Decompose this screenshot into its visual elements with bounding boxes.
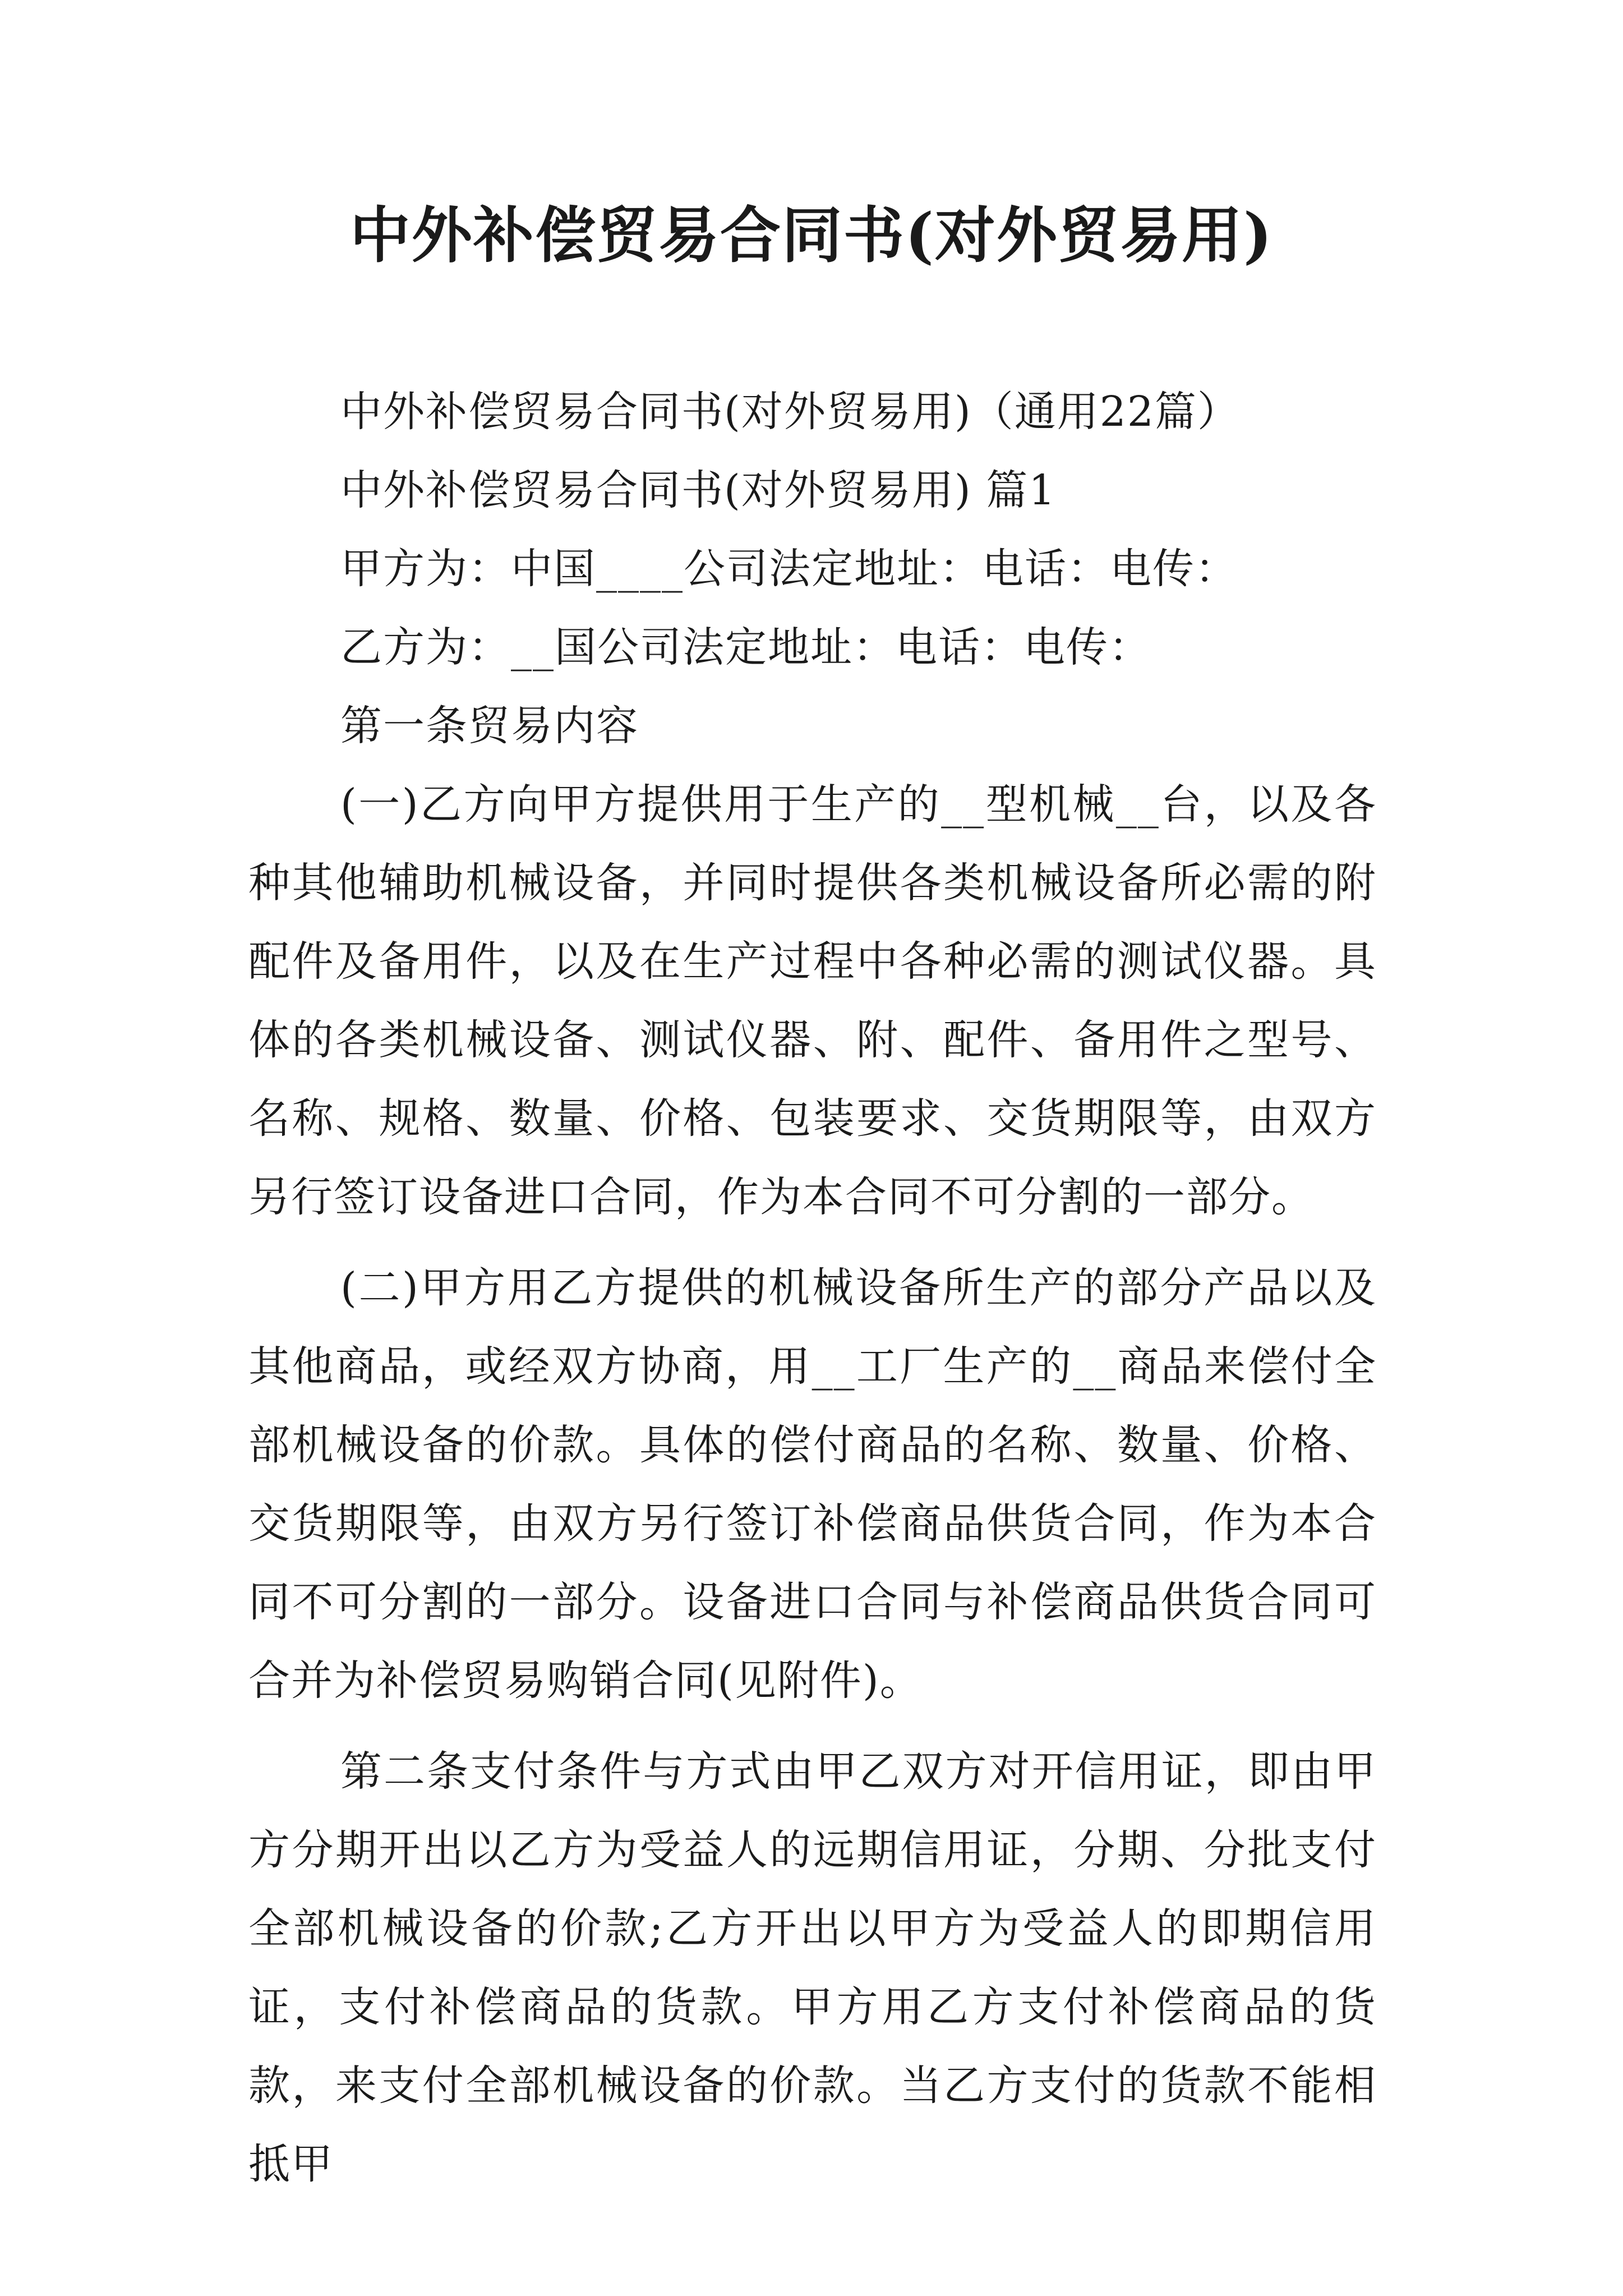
article-one-heading: 第一条贸易内容	[340, 702, 639, 750]
document-body	[248, 372, 1377, 2203]
party-a-line: 甲方为：中国____公司法定地址：电话：电传：	[340, 545, 1238, 593]
paragraph-article-two: 第二条支付条件与方式由甲乙双方对开信用证，即由甲方分期开出以乙方为受益人的远期信用证，分期、分批支付全部机械设备的价款;乙方开出以甲方为受益人的即期信用证，支付补偿商品的货款。甲方用乙方支付补偿商品的货款，来支付全部机械设备的价款。当乙方支付的货款不能相抵甲	[248, 1747, 1377, 2188]
paragraph-clause-1: (一)乙方向甲方提供用于生产的__型机械__台，以及各种其他辅助机械设备，并同时提供各类机械设备所必需的附配件及备用件，以及在生产过程中各种必需的测试仪器。具体的各类机械设备、测试仪器、附、配件、备用件之型号、名称、规格、数量、价格、包装要求、交货期限等，由双方另行签订设备进口合同，作为本合同不可分割的一部分。	[248, 780, 1377, 1221]
paragraph-gap	[248, 1236, 1377, 1249]
section-heading: 中外补偿贸易合同书(对外贸易用) 篇1	[340, 466, 1057, 514]
subtitle-line: 中外补偿贸易合同书(对外贸易用)（通用22篇）	[340, 388, 1240, 436]
paragraph-gap	[248, 1720, 1377, 1732]
party-b-line: 乙方为：__国公司法定地址：电话：电传：	[340, 623, 1151, 671]
document-title: 中外补偿贸易合同书(对外贸易用)	[349, 200, 1274, 271]
paragraph-clause-2: (二)甲方用乙方提供的机械设备所生产的部分产品以及其他商品，或经双方协商，用__工厂生产的__商品来偿付全部机械设备的价款。具体的偿付商品的名称、数量、价格、交货期限等，由双方另行签订补偿商品供货合同，作为本合同不可分割的一部分。设备进口合同与补偿商品供货合同可合并为补偿贸易购销合同(见附件)。	[248, 1264, 1377, 1705]
